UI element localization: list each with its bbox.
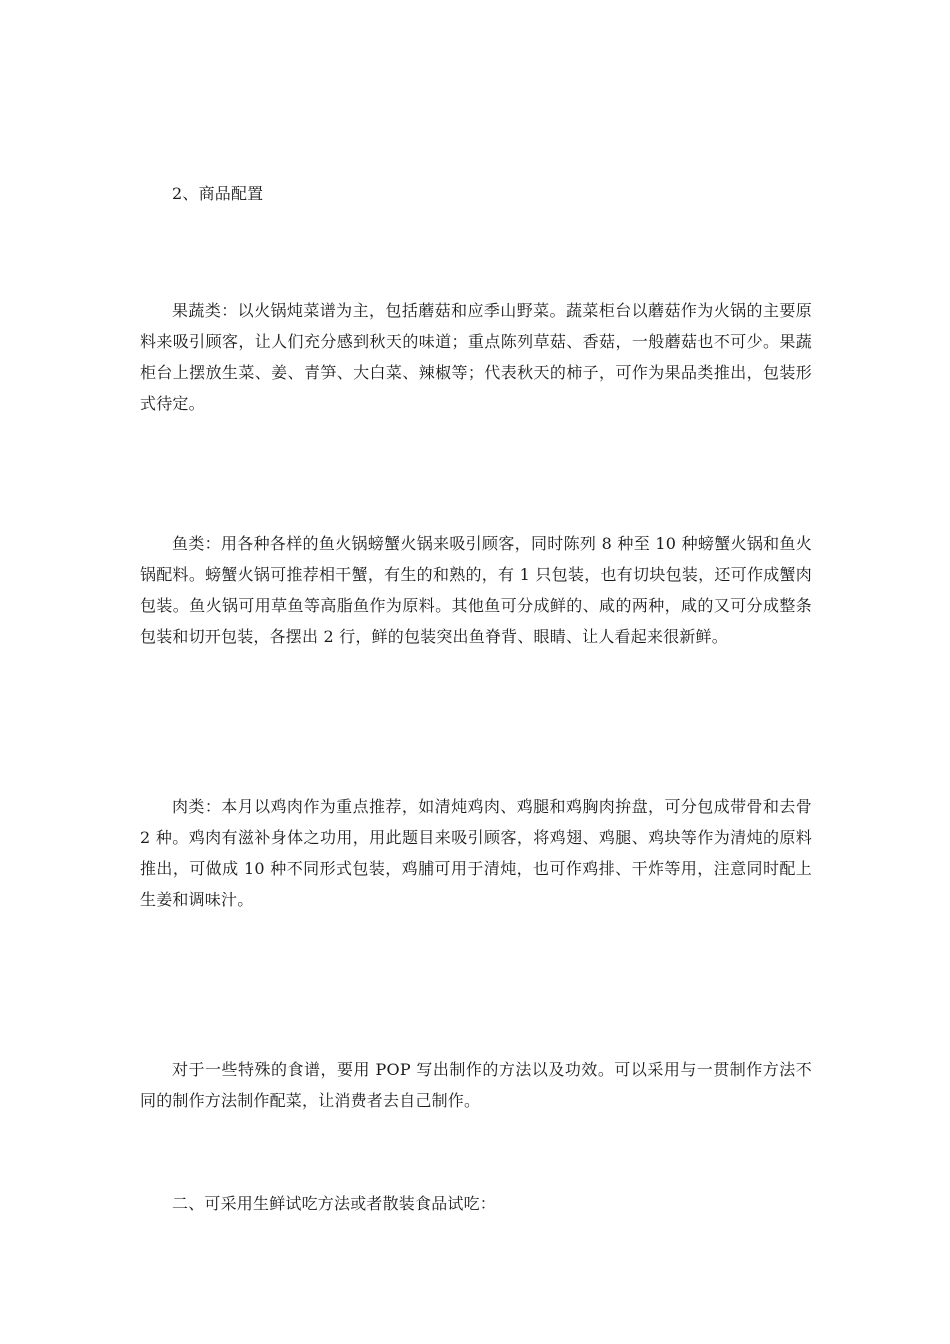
paragraph-pop-recipes: 对于一些特殊的食谱，要用 POP 写出制作的方法以及功效。可以采用与一贯制作方法不同的制作方法制作配菜，让消费者去自己制作。 xyxy=(140,1060,812,1110)
paragraph-fish: 鱼类：用各种各样的鱼火锅螃蟹火锅来吸引顾客，同时陈列 8 种至 10 种螃蟹火锅和鱼火锅配料。螃蟹火锅可推荐相干蟹，有生的和熟的，有 1 只包装，也有切块包装，还可作成蟹肉包装。鱼火锅可用草鱼等高脂鱼作为原料。其他鱼可分成鲜的、咸的两种，咸的又可分成整条包装和切开包装，各摆出 2 行，鲜的包装突出鱼脊背、眼睛、让人看起来很新鲜。 xyxy=(140,534,812,646)
section-heading-tasting: 二、可采用生鲜试吃方法或者散装食品试吃： xyxy=(172,1194,497,1213)
paragraph-fruit-vegetables: 果蔬类：以火锅炖菜谱为主，包括蘑菇和应季山野菜。蔬菜柜台以蘑菇作为火锅的主要原料来吸引顾客，让人们充分感到秋天的味道；重点陈列草菇、香菇，一般蘑菇也不可少。果蔬柜台上摆放生菜、姜、青笋、大白菜、辣椒等；代表秋天的柿子，可作为果品类推出，包装形式待定。 xyxy=(140,301,812,413)
paragraph-meat: 肉类：本月以鸡肉作为重点推荐，如清炖鸡肉、鸡腿和鸡胸肉拚盘，可分包成带骨和去骨 2 种。鸡肉有滋补身体之功用，用此题目来吸引顾客，将鸡翅、鸡腿、鸡块等作为清炖的原料推出，可做成 10 种不同形式包装，鸡脯可用于清炖，也可作鸡排、干炸等用，注意同时配上生姜和调味汁。 xyxy=(140,797,812,909)
section-heading-goods-config: 2、商品配置 xyxy=(172,184,264,203)
